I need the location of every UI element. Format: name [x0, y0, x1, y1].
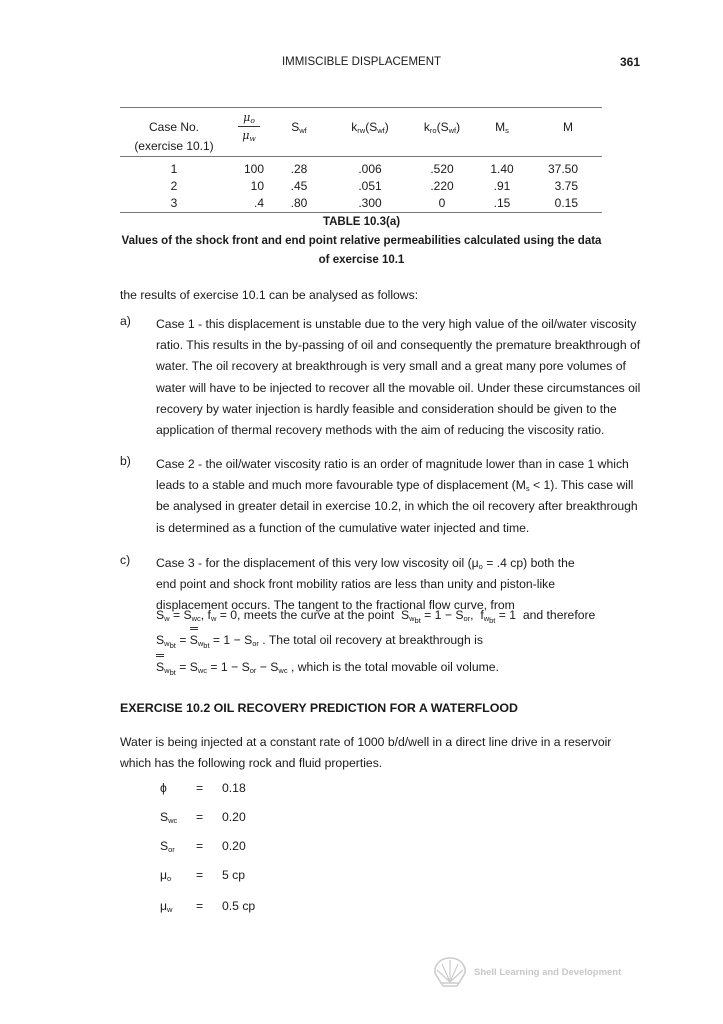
item-b-text: Case 2 - the oil/water viscosity ratio is an order of magnitude lower than in case 1 which leads to a stable and much more favourable type of displacement $(M_s < 1)$. This case will be analysed in greater detail in exercise 10.2, in which the oil recovery after breakthrough is determined as a function of the cumulative water injected and time. [156, 457, 638, 535]
table-cell: .15 [493, 196, 511, 210]
col-header-case-sub: (exercise 10.1) [134, 139, 214, 153]
col-header-swf: $S_{wf}$ [291, 120, 307, 135]
property-value-swc: 0.20 [222, 810, 246, 824]
col-header-krw: $k_{rw}(S_{wf})$ [351, 120, 389, 135]
item-c-label: c) [120, 553, 131, 567]
property-symbol-mu-w: $\mu_w$ [160, 899, 173, 914]
item-a-text: Case 1 - this displacement is unstable due to the very high value of the oil/water viscosity ratio. This results in the by-passing of oil and consequently the premature breakthrough of water. The oil recovery at breakthrough is very small and a great many pore volumes of water will have to be injected to recover all the movable oil. Under these circumstances oil recovery by water injection is hardly feasible and consideration should be given to the application of thermal recovery methods with the aim of reducing the viscosity ratio. [156, 317, 641, 438]
col-header-m: M [563, 120, 573, 134]
item-c-line-1: Case 3 - for the displacement of this very low viscosity oil ($\mu_o = .4$ cp) both the [156, 556, 575, 571]
col-header-case: Case No. [148, 120, 200, 134]
page-number: 361 [619, 55, 640, 69]
table-cell: 2 [170, 179, 178, 193]
table-cell: .4 [253, 196, 264, 210]
table-cell: 37.50 [547, 162, 578, 176]
property-symbol-porosity: ϕ [160, 781, 167, 795]
footer-brand: Shell Learning and Development [474, 967, 622, 978]
property-value-mu-o: 5 cp [222, 868, 246, 882]
item-c-line-3: displacement occurs. The tangent to the fractional flow curve, from [156, 598, 515, 612]
property-symbol-sor: $S_{or}$ [160, 839, 175, 854]
col-header-ms: $M_s$ [495, 120, 509, 135]
table-cell: 3.75 [554, 179, 578, 193]
table-cell: 0.15 [554, 196, 578, 210]
table-cell: 10 [250, 179, 264, 193]
table-cell: .006 [358, 162, 382, 176]
col-header-viscosity-ratio: $\mu_o$ $\mu_w$ [236, 112, 262, 141]
table-cell: .300 [358, 196, 382, 210]
table-header-rule [120, 156, 602, 157]
property-symbol-mu-o: $\mu_o$ [160, 868, 172, 883]
col-header-kro: $k_{ro}(S_{wf})$ [423, 120, 461, 135]
table-cell: .45 [290, 179, 308, 193]
table-title: TABLE 10.3(a) [322, 216, 401, 228]
item-c-line-6: $S_{w_{bt}} = S_{wc} = 1 - S_{or} - S_{wc}$ , which is the total movable oil volume. [156, 657, 642, 678]
shell-logo-icon [432, 956, 468, 988]
table-cell: .80 [290, 196, 308, 210]
running-header: IMMISCIBLE DISPLACEMENT [281, 56, 442, 68]
property-value-mu-w: 0.5 cp [222, 899, 256, 913]
item-c-line-4: $S_w = S_{wc}$, $f_w = 0$, meets the curve at the point $S_{w_{bt}} = 1 - S_{or}$, $f_{w_{bt}} = 1$ and therefore [156, 608, 596, 625]
table-cell: 0 [438, 196, 446, 210]
exercise-heading: EXERCISE 10.2 OIL RECOVERY PREDICTION FOR A WATERFLOOD [120, 701, 518, 715]
table-cell: .91 [493, 179, 511, 193]
item-b-label: b) [120, 454, 131, 468]
exercise-intro: Water is being injected at a constant rate of 1000 b/d/well in a direct line drive in a reservoir which has the following rock and fluid properties. [120, 735, 612, 771]
equals-sign: = [196, 810, 204, 824]
property-value-porosity: 0.18 [222, 781, 246, 795]
equals-sign: = [196, 899, 204, 913]
item-a-label: a) [120, 314, 131, 328]
table-cell: .28 [290, 162, 308, 176]
property-value-sor: 0.20 [222, 839, 246, 853]
property-symbol-swc: $S_{wc}$ [160, 810, 178, 825]
equals-sign: = [196, 868, 204, 882]
equals-sign: = [196, 781, 204, 795]
table-cell: .051 [358, 179, 382, 193]
item-c-line-5: $S_{w_{bt}} = S_{w_{bt}} = 1 - S_{or}$ . The total oil recovery at breakthrough is [156, 630, 642, 651]
table-top-rule [120, 107, 602, 108]
table-cell: 3 [170, 196, 178, 210]
table-bottom-rule [120, 212, 602, 213]
item-c-line-2: end point and shock front mobility ratios are less than unity and piston-like [156, 577, 556, 591]
table-cell: 1 [170, 162, 178, 176]
equals-sign: = [196, 839, 204, 853]
table-caption: Values of the shock front and end point relative permeabilities calculated using the data [121, 235, 602, 247]
table-cell: 1.40 [490, 162, 514, 176]
table-cell: .220 [430, 179, 454, 193]
table-cell: .520 [430, 162, 454, 176]
intro-paragraph: the results of exercise 10.1 can be analysed as follows: [120, 288, 419, 302]
table-caption-continued: of exercise 10.1 [318, 254, 405, 266]
table-cell: 100 [243, 162, 264, 176]
